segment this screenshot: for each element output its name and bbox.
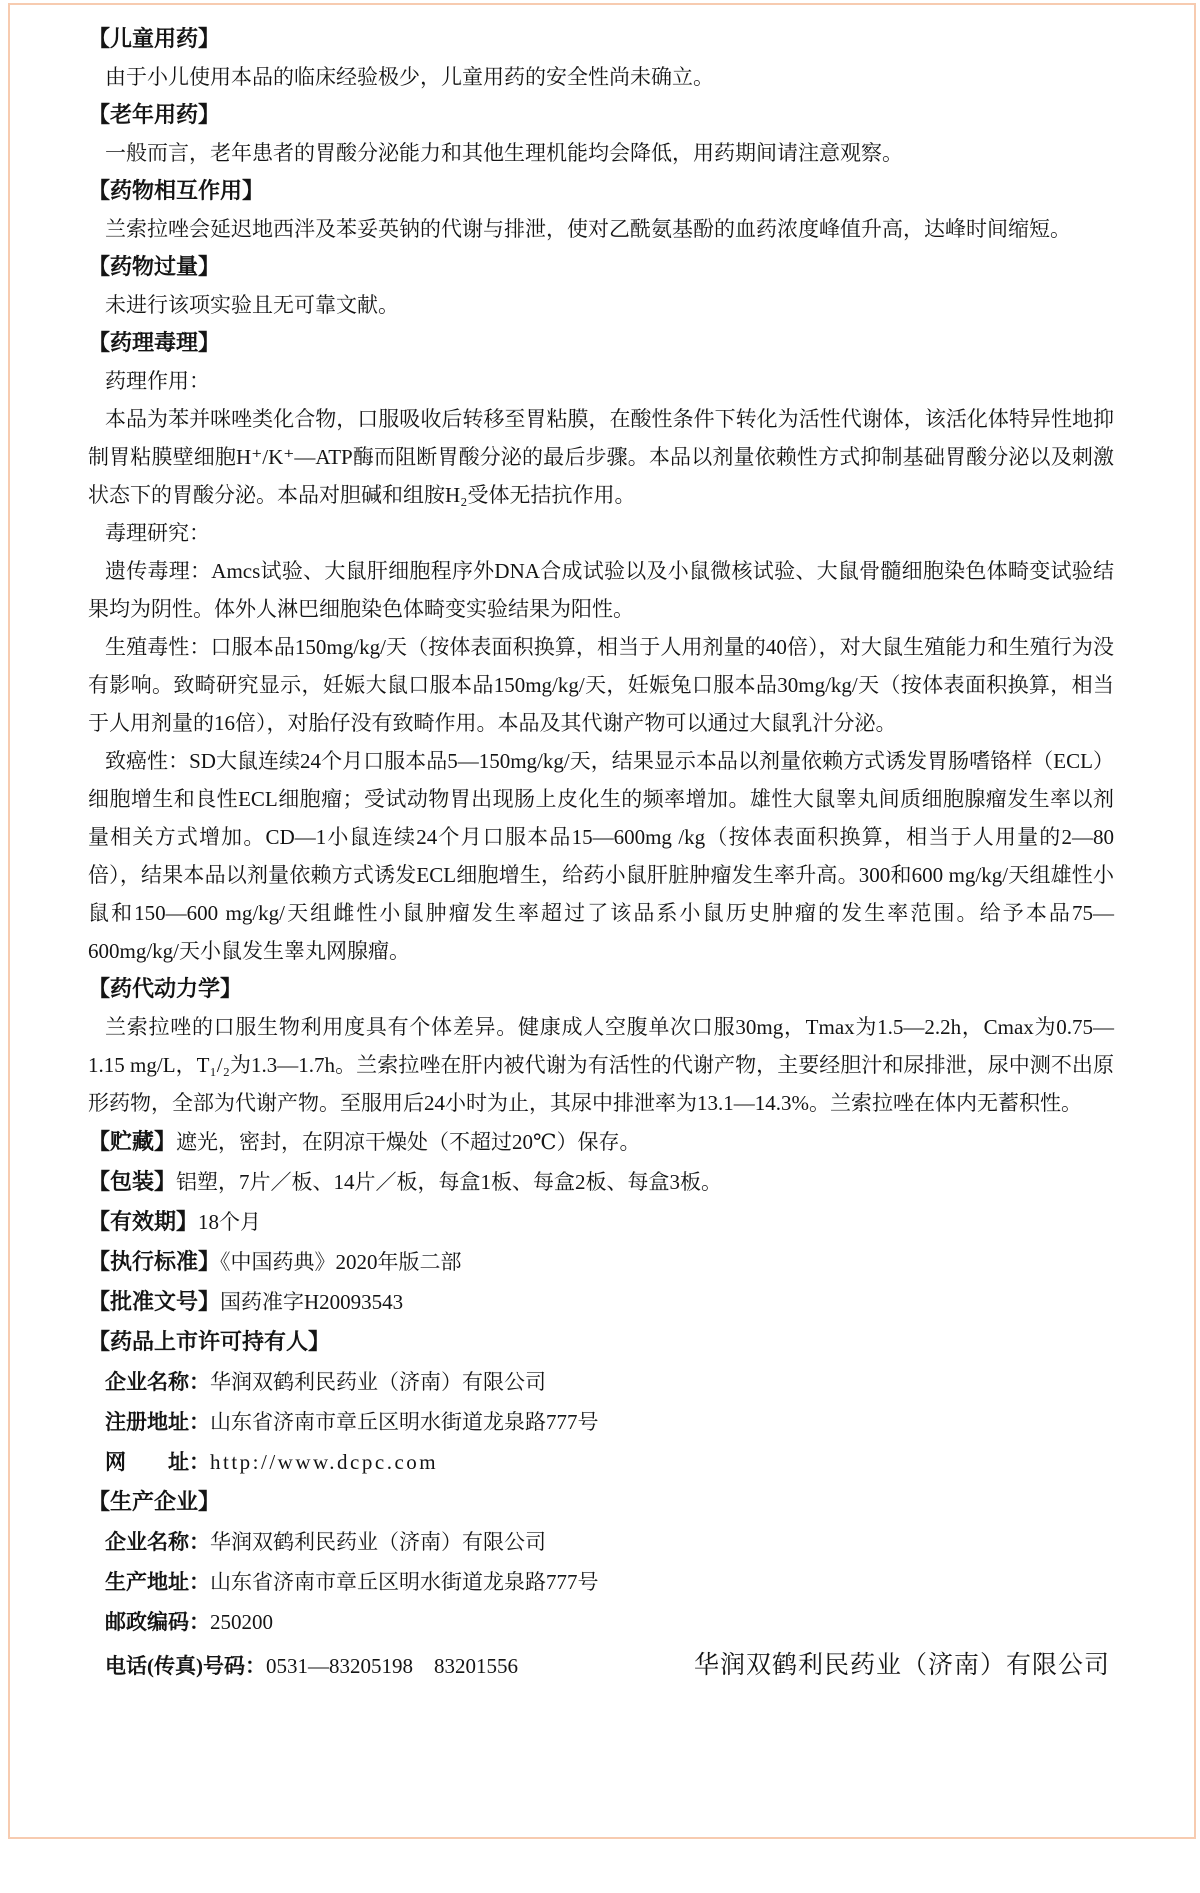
header-pharmacokinetics: 【药代动力学】: [88, 976, 243, 1001]
field-label-phone-fax: 电话(传真)号码：: [105, 1654, 266, 1678]
subheader-pharmacologic-action: 药理作用：: [105, 369, 210, 393]
field-shelf-life: [88, 1202, 1114, 1242]
header-overdose: 【药物过量】: [88, 254, 221, 279]
field-label-storage: 【贮藏】: [88, 1129, 177, 1154]
field-storage: [88, 1122, 1114, 1162]
field-value-shelf-life: 18个月: [198, 1210, 262, 1234]
field-label-standard: 【执行标准】: [88, 1249, 221, 1274]
para-geriatric-use: 一般而言，老年患者的胃酸分泌能力和其他生理机能均会降低，用药期间请注意观察。: [105, 141, 903, 165]
para-pharmacokinetics: 兰索拉唑的口服生物利用度具有个体差异。健康成人空腹单次口服30mg，Tmax为1.5—2.2h，Cmax为0.75—1.15 mg/L，T₁/₂为1.3—1.7h。兰索拉唑在肝内被代谢为有活性的代谢产物，主要经胆汁和尿排泄，尿中测不出原形药物，全部为代谢产物。至服用后24小时为止，其尿中排泄率为13.1—14.3%。兰索拉唑在体内无蓄积性。: [88, 1015, 1114, 1115]
para-pharmacologic-action: 本品为苯并咪唑类化合物，口服吸收后转移至胃粘膜，在酸性条件下转化为活性代谢体，该活化体特异性地抑制胃粘膜壁细胞H⁺/K⁺—ATP酶而阻断胃酸分泌的最后步骤。本品以剂量依赖性方式抑制基础胃酸分泌以及刺激状态下的胃酸分泌。本品对胆碱和组胺H₂受体无拮抗作用。: [88, 407, 1114, 507]
field-mah-company-name: [88, 1362, 1114, 1402]
header-pediatric-use: 【儿童用药】: [88, 26, 221, 51]
para-carcinogenicity: 致癌性：SD大鼠连续24个月口服本品5—150mg/kg/天，结果显示本品以剂量依赖方式诱发胃肠嗜铬样（ECL）细胞增生和良性ECL细胞瘤；受试动物胃出现肠上皮化生的频率增加。雄性大鼠睾丸间质细胞腺瘤发生率以剂量相关方式增加。CD—1小鼠连续24个月口服本品15—600mg /kg（按体表面积换算，相当于人用量的2—80倍），结果本品以剂量依赖方式诱发ECL细胞增生，给药小鼠肝脏肿瘤发生率升高。300和600 mg/kg/天组雄性小鼠和150—600 mg/kg/天组雌性小鼠肿瘤发生率超过了该品系小鼠历史肿瘤的发生率范围。给予本品75—600mg/kg/天小鼠发生睾丸网腺瘤。: [88, 749, 1114, 963]
para-overdose: 未进行该项实验且无可靠文献。: [105, 293, 399, 317]
field-approval-number: [88, 1282, 1114, 1322]
field-label-shelf-life: 【有效期】: [88, 1209, 199, 1234]
field-registered-address: [88, 1402, 1114, 1442]
field-label-website: 网 址：: [105, 1450, 210, 1474]
field-value-postal-code: 250200: [210, 1610, 273, 1634]
para-reproductive-toxicity: 生殖毒性：口服本品150mg/kg/天（按体表面积换算，相当于人用剂量的40倍），对大鼠生殖能力和生殖行为没有影响。致畸研究显示，妊娠大鼠口服本品150mg/kg/天，妊娠兔口服本品30mg/kg/天（按体表面积换算，相当于人用剂量的16倍），对胎仔没有致畸作用。本品及其代谢产物可以通过大鼠乳汁分泌。: [88, 635, 1114, 735]
field-label-production-address: 生产地址：: [105, 1570, 210, 1594]
field-website: [88, 1442, 1114, 1482]
para-pediatric-use: 由于小儿使用本品的临床经验极少，儿童用药的安全性尚未确立。: [105, 65, 714, 89]
header-marketing-authorization-holder: 【药品上市许可持有人】: [88, 1329, 331, 1354]
field-label-mah-company-name: 企业名称：: [105, 1370, 210, 1394]
field-manufacturer-company-name: [88, 1522, 1114, 1562]
field-label-packaging: 【包装】: [88, 1169, 177, 1194]
field-value-standard: 《中国药典》2020年版二部: [220, 1250, 462, 1274]
para-genetic-toxicity: 遗传毒理：Amcs试验、大鼠肝细胞程序外DNA合成试验以及小鼠微核试验、大鼠骨髓细胞染色体畸变试验结果均为阴性。体外人淋巴细胞染色体畸变实验结果为阳性。: [88, 559, 1114, 621]
field-label-manufacturer-company-name: 企业名称：: [105, 1530, 210, 1554]
field-value-phone-fax: 0531—83205198 83201556: [266, 1654, 518, 1678]
field-value-registered-address: 山东省济南市章丘区明水街道龙泉路777号: [210, 1410, 599, 1434]
field-standard: [88, 1242, 1114, 1282]
field-value-approval-number: 国药准字H20093543: [220, 1290, 404, 1314]
insert-content: [88, 20, 1114, 1686]
footer-line: [88, 1646, 1114, 1686]
field-label-registered-address: 注册地址：: [105, 1410, 210, 1434]
field-postal-code: [88, 1602, 1114, 1642]
header-pharmacology-toxicology: 【药理毒理】: [88, 330, 221, 355]
field-label-postal-code: 邮政编码：: [105, 1610, 210, 1634]
field-label-approval-number: 【批准文号】: [88, 1289, 221, 1314]
field-value-storage: 遮光，密封，在阴凉干燥处（不超过20℃）保存。: [176, 1130, 641, 1154]
para-drug-interactions: 兰索拉唑会延迟地西泮及苯妥英钠的代谢与排泄，使对乙酰氨基酚的血药浓度峰值升高，达峰时间缩短。: [105, 217, 1071, 241]
subheader-toxicology-research: 毒理研究：: [105, 521, 210, 545]
field-production-address: [88, 1562, 1114, 1602]
field-value-website: http://www.dcpc.com: [210, 1450, 439, 1474]
field-value-production-address: 山东省济南市章丘区明水街道龙泉路777号: [210, 1570, 599, 1594]
field-value-packaging: 铝塑，7片／板、14片／板，每盒1板、每盒2板、每盒3板。: [176, 1170, 723, 1194]
header-drug-interactions: 【药物相互作用】: [88, 178, 265, 203]
field-value-mah-company-name: 华润双鹤利民药业（济南）有限公司: [210, 1370, 546, 1394]
header-manufacturer: 【生产企业】: [88, 1489, 221, 1514]
field-value-manufacturer-company-name: 华润双鹤利民药业（济南）有限公司: [210, 1530, 546, 1554]
manufacturer-name: 华润双鹤利民药业（济南）有限公司: [693, 1652, 1110, 1679]
field-packaging: [88, 1162, 1114, 1202]
header-geriatric-use: 【老年用药】: [88, 102, 221, 127]
